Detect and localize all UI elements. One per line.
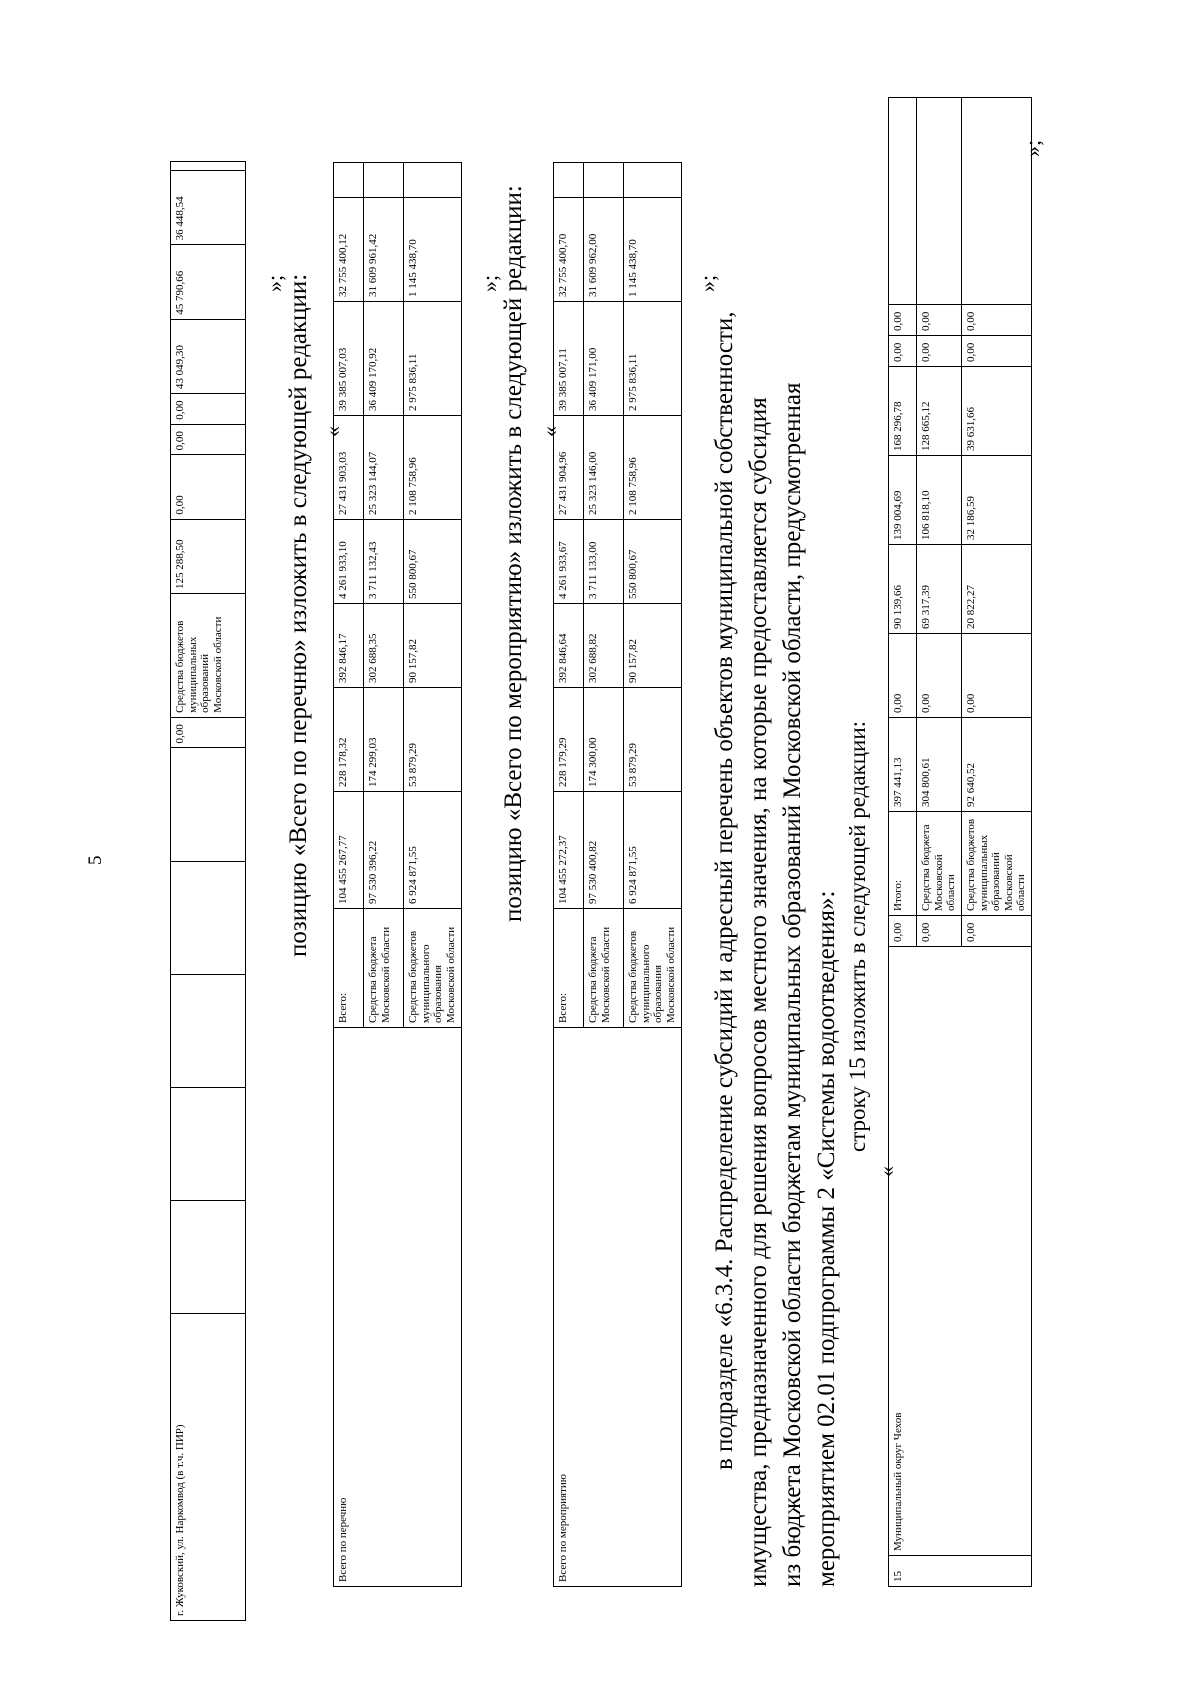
value-cell: 97 530 400,82 (584, 792, 624, 909)
value-cell: 97 530 396,22 (364, 792, 404, 909)
table-total-measure (553, 162, 682, 1587)
value-cell: 128 665,12 (917, 367, 962, 456)
value-cell: 228 179,29 (554, 688, 584, 792)
value-cell: 550 800,67 (404, 520, 462, 604)
value-cell: 25 323 144,07 (364, 416, 404, 520)
value-cell: 27 431 904,96 (554, 416, 584, 520)
row-label: Всего по перечню (334, 1028, 462, 1587)
instruction-text: позицию «Всего по перечню» изложить в следующей редакции: (285, 273, 312, 957)
opening-quote: « (320, 426, 345, 437)
source-cell: Средства бюджетов муниципальных образований Московской области (171, 593, 246, 717)
municipality-name: Муниципальный округ Чехов (889, 947, 1032, 1556)
opening-quote: « (537, 426, 562, 437)
value-cell: 32 755 400,12 (334, 198, 364, 302)
value-cell: 0,00 (889, 916, 917, 947)
source-cell: Средства бюджета Московской области (917, 812, 962, 916)
value-cell: 392 846,17 (334, 604, 364, 688)
source-cell: Всего: (554, 909, 584, 1028)
value-cell: 39 631,66 (961, 367, 1031, 456)
value-cell: 36 448,54 (171, 171, 246, 245)
closing-quote: »; (477, 274, 502, 292)
value-cell: 397 441,13 (889, 718, 917, 812)
value-cell: 25 323 146,00 (584, 416, 624, 520)
value-cell: 6 924 871,55 (404, 792, 462, 909)
value-cell: 168 296,78 (889, 367, 917, 456)
value-cell: 0,00 (171, 424, 246, 455)
row-number: 15 (889, 1556, 1032, 1587)
source-cell: Средства бюджета Московской области (584, 909, 624, 1028)
value-cell: 90 157,82 (404, 604, 462, 688)
source-cell: Итого: (889, 812, 917, 916)
value-cell: 0,00 (171, 455, 246, 519)
table-row-15 (888, 97, 1032, 1587)
value-cell: 36 409 170,92 (364, 302, 404, 416)
source-cell: Всего: (334, 909, 364, 1028)
value-cell: 90 139,66 (889, 545, 917, 634)
value-cell: 302 688,82 (584, 604, 624, 688)
value-cell: 43 049,30 (171, 319, 246, 393)
value-cell: 6 924 871,55 (624, 792, 682, 909)
value-cell: 0,00 (889, 336, 917, 367)
paragraph-line: в подразделе «6.3.4. Распределение субсидий и адресный перечень объектов муниципальной собственности, (711, 311, 738, 1470)
value-cell: 0,00 (889, 305, 917, 336)
source-cell: Средства бюджетов муниципального образования Московской области (404, 909, 462, 1028)
value-cell: 125 288,50 (171, 519, 246, 593)
instruction-text: позицию «Всего по мероприятию» изложить в следующей редакции: (500, 185, 527, 922)
value-cell: 104 455 272,37 (554, 792, 584, 909)
value-cell: 174 299,03 (364, 688, 404, 792)
value-cell: 0,00 (917, 916, 962, 947)
source-cell: Средства бюджетов муниципальных образований Московской области (961, 812, 1031, 916)
value-cell: 36 409 171,00 (584, 302, 624, 416)
value-cell: 0,00 (171, 394, 246, 425)
value-cell: 4 261 933,10 (334, 520, 364, 604)
paragraph-line: из бюджета Московской области бюджетам муниципальных образований Московской области, предусмотренная (779, 382, 806, 1587)
value-cell: 104 455 267,77 (334, 792, 364, 909)
value-cell: 0,00 (917, 305, 962, 336)
value-cell: 90 157,82 (624, 604, 682, 688)
value-cell: 45 790,66 (171, 245, 246, 319)
value-cell: 0,00 (961, 634, 1031, 718)
closing-quote: »; (1020, 139, 1045, 157)
value-cell: 106 818,10 (917, 456, 962, 545)
value-cell: 39 385 007,11 (554, 302, 584, 416)
page-number: 5 (85, 855, 106, 865)
value-cell: 53 879,29 (624, 688, 682, 792)
source-cell: Средства бюджетов муниципального образования Московской области (624, 909, 682, 1028)
value-cell: 20 822,27 (961, 545, 1031, 634)
value-cell: 302 688,35 (364, 604, 404, 688)
value-cell: 304 800,61 (917, 718, 962, 812)
value-cell: 0,00 (961, 916, 1031, 947)
value-cell: 92 640,52 (961, 718, 1031, 812)
value-cell: 2 975 836,11 (624, 302, 682, 416)
source-cell: Средства бюджета Московской области (364, 909, 404, 1028)
table-total-list (333, 162, 462, 1587)
closing-quote: »; (262, 274, 287, 292)
paragraph-line: имущества, предназначенного для решения вопросов местного значения, на которые предоставляется субсидия (745, 397, 772, 1587)
value-cell: 4 261 933,67 (554, 520, 584, 604)
value-cell: 550 800,67 (624, 520, 682, 604)
value-cell: 228 178,32 (334, 688, 364, 792)
value-cell: 139 004,69 (889, 456, 917, 545)
value-cell: 392 846,64 (554, 604, 584, 688)
value-cell: 31 609 962,00 (584, 198, 624, 302)
value-cell: 32 186,59 (961, 456, 1031, 545)
closing-quote: »; (695, 274, 720, 292)
value-cell: 0,00 (917, 336, 962, 367)
row-label: Всего по мероприятию (554, 1028, 682, 1587)
value-cell: 3 711 132,43 (364, 520, 404, 604)
paragraph-line: мероприятием 02.01 подпрограммы 2 «Системы водоотведения»: (813, 890, 840, 1587)
value-cell: 39 385 007,03 (334, 302, 364, 416)
value-cell: 0,00 (889, 634, 917, 718)
value-cell: 3 711 133,00 (584, 520, 624, 604)
value-cell: 1 145 438,70 (404, 198, 462, 302)
value-cell: 2 975 836,11 (404, 302, 462, 416)
value-cell: 69 317,39 (917, 545, 962, 634)
value-cell: 0,00 (171, 717, 246, 748)
section-paragraph (708, 157, 844, 1587)
value-cell: 1 145 438,70 (624, 198, 682, 302)
value-cell: 2 108 758,96 (624, 416, 682, 520)
table-object-row (170, 161, 246, 1621)
value-cell: 0,00 (961, 305, 1031, 336)
opening-quote: « (874, 1166, 899, 1177)
value-cell: 0,00 (917, 634, 962, 718)
instruction-text: строку 15 изложить в следующей редакции: (845, 720, 870, 1152)
value-cell: 31 609 961,42 (364, 198, 404, 302)
value-cell: 174 300,00 (584, 688, 624, 792)
value-cell: 0,00 (961, 336, 1031, 367)
value-cell: 53 879,29 (404, 688, 462, 792)
address-cell: г. Жуковский, ул. Наркомвод (в т.ч. ПИР) (171, 1314, 246, 1621)
value-cell: 2 108 758,96 (404, 416, 462, 520)
value-cell: 32 755 400,70 (554, 198, 584, 302)
value-cell: 27 431 903,03 (334, 416, 364, 520)
